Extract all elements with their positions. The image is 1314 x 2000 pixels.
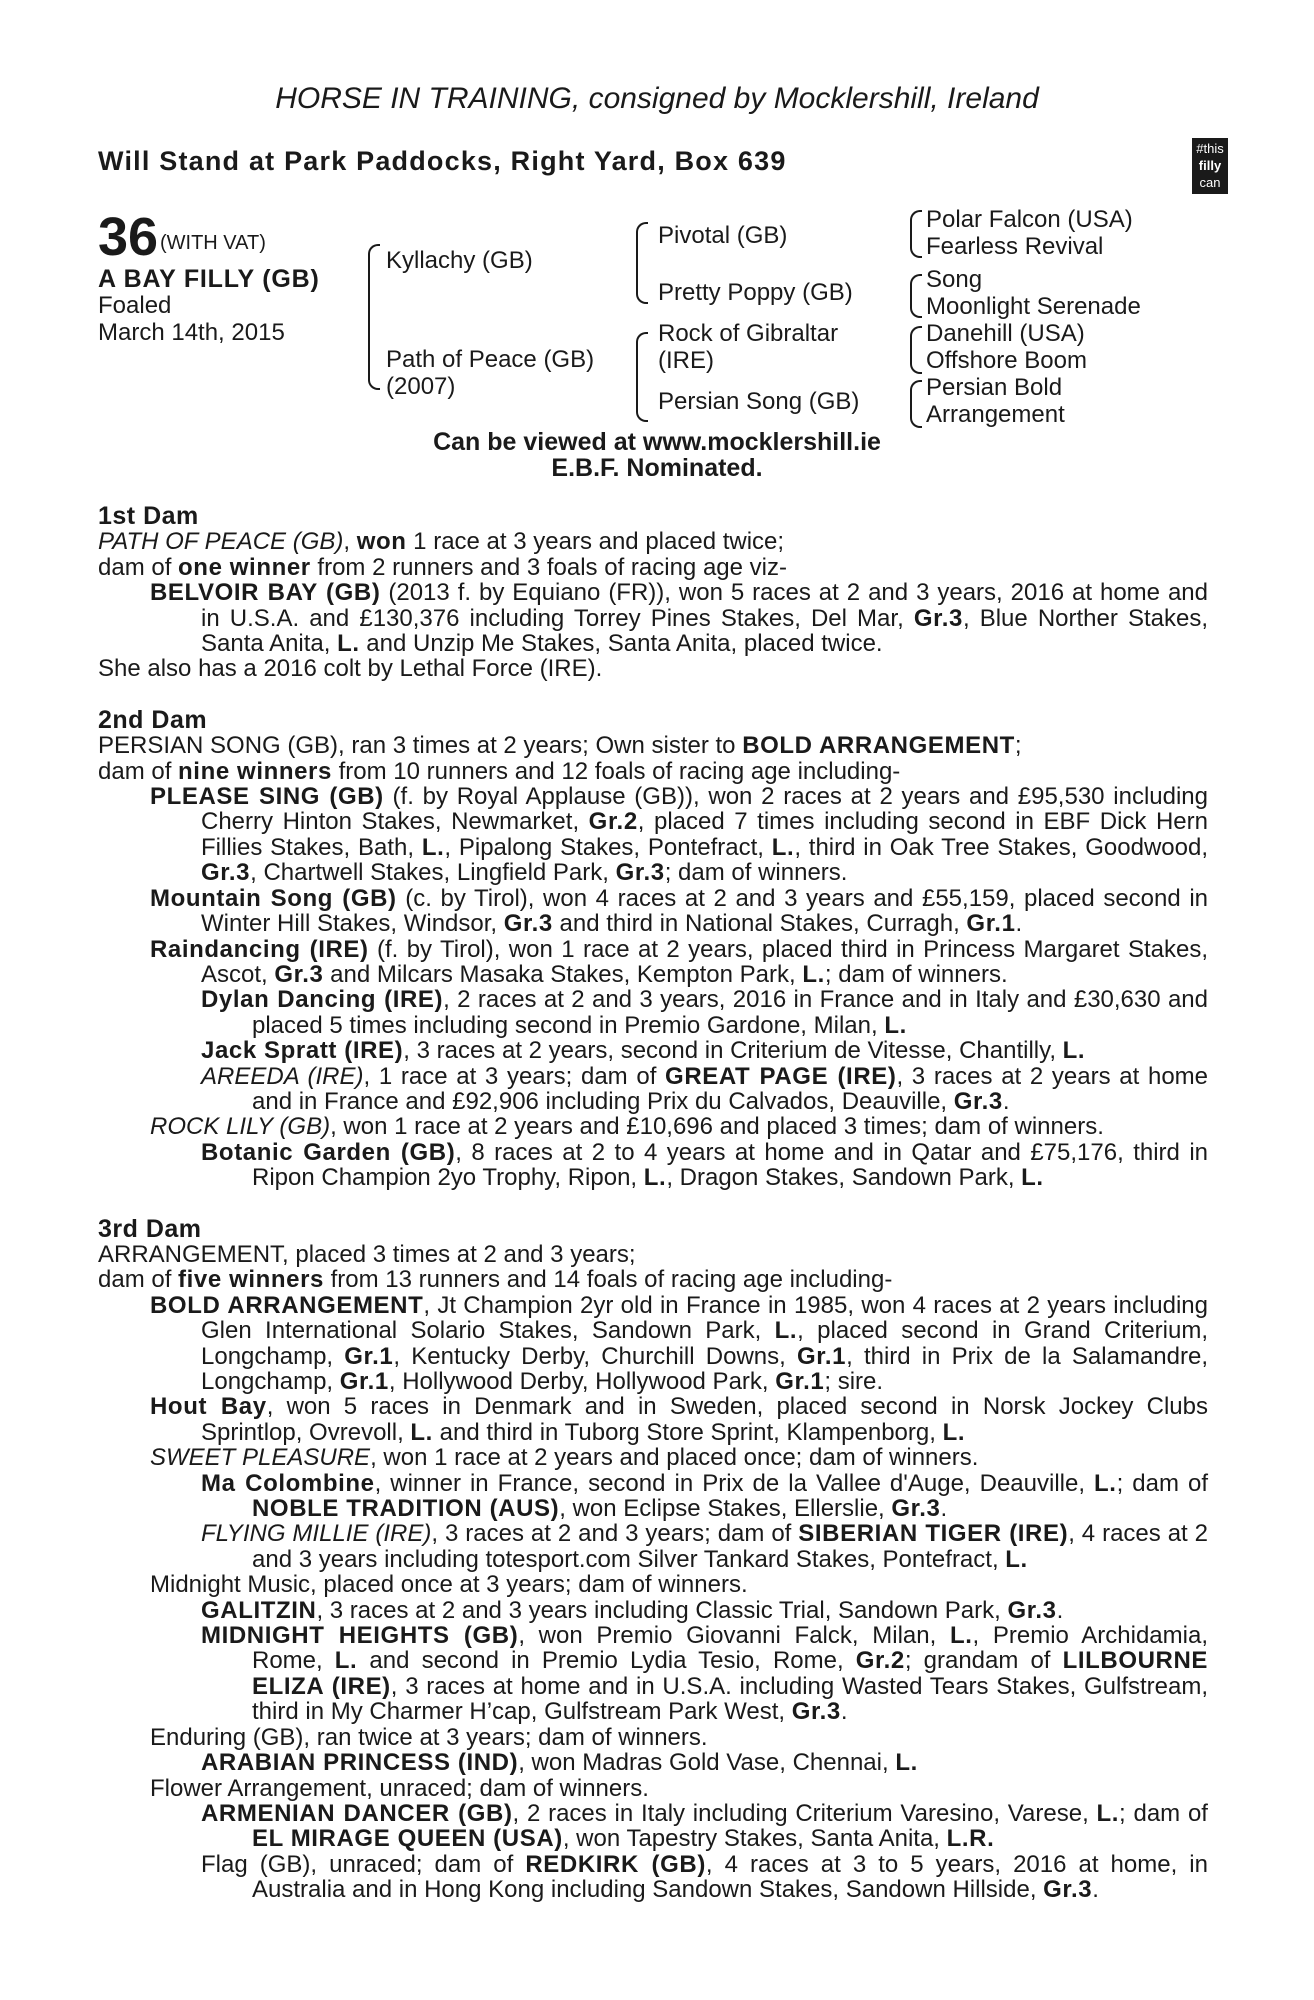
first-dam-produce-summary: dam of one winner from 2 runners and 3 foals of racing age viz- (98, 553, 787, 581)
pedigree-dsd: Offshore Boom (926, 347, 1087, 374)
second-dam-produce-summary: dam of nine winners from 10 runners and 12 foals of racing age including- (98, 757, 901, 785)
second-dam-line: PERSIAN SONG (GB), ran 3 times at 2 years; Own sister to BOLD ARRANGEMENT; (98, 732, 1022, 760)
lot-description: A BAY FILLY (GB) (98, 265, 320, 293)
pedigree-sire-sire: Pivotal (GB) (658, 222, 788, 249)
pedigree-sire: Kyllachy (GB) (386, 247, 533, 274)
foal-flag: Flag (GB), unraced; dam of REDKIRK (GB), 4 races at 3 to 5 years, 2016 at home, in Australia and in Hong Kong including Sandown Stakes, Sandown Hillside, Gr.3. (201, 1850, 1208, 1904)
pedigree-sire-dam: Pretty Poppy (GB) (658, 279, 853, 306)
badge-line-2: filly (1198, 158, 1222, 173)
foal-rock-lily: ROCK LILY (GB), won 1 race at 2 years and £10,696 and placed 3 times; dam of winners. (150, 1113, 1104, 1141)
foaled-label: Foaled (98, 292, 172, 319)
pedigree-dam-line1: Path of Peace (GB) (386, 346, 595, 373)
brace-gen2-bottom (636, 332, 648, 422)
badge-line-1: #this (1196, 141, 1224, 156)
brace-gen3-4 (910, 380, 922, 428)
pedigree-sds: Song (926, 266, 983, 293)
first-dam-note: She also has a 2016 colt by Lethal Force (IRE). (98, 655, 603, 683)
pedigree-dam-sire-line2: (IRE) (658, 347, 714, 374)
brace-gen3-1 (910, 210, 922, 258)
foal-mountain-song: Mountain Song (GB) (c. by Tirol), won 4 races at 2 and 3 years and £55,159, placed second in Winter Hill Stakes, Windsor, Gr.3 and third in National Stakes, Curragh, Gr.1. (150, 884, 1208, 938)
pedigree-dss: Danehill (USA) (926, 320, 1085, 347)
foal-dylan-dancing: Dylan Dancing (IRE), 2 races at 2 and 3 years, 2016 in France and in Italy and £30,630 and placed 5 times including second in Premio Gardone, Milan, L. (201, 986, 1208, 1039)
third-dam-line: ARRANGEMENT, placed 3 times at 2 and 3 years; (98, 1240, 636, 1268)
pedigree-sdd: Moonlight Serenade (926, 293, 1141, 320)
first-dam-foal-belvoir-bay: BELVOIR BAY (GB) (2013 f. by Equiano (FR)), won 5 races at 2 and 3 years, 2016 at home and in U.S.A. and £130,376 including Torrey Pines Stakes, Del Mar, Gr.3, Blue Norther Stakes, Santa Anita, L. and Unzip Me Stakes, Santa Anita, placed twice. (150, 579, 1208, 658)
ebf-note: E.B.F. Nominated. (551, 454, 763, 482)
brace-gen3-3 (910, 326, 922, 374)
lot-vat: (WITH VAT) (160, 232, 266, 254)
foal-hout-bay: Hout Bay, won 5 races in Denmark and in Sweden, placed second in Norsk Jockey Clubs Sprintlop, Ovrevoll, L. and third in Tuborg Store Sprint, Klampenborg, L. (150, 1393, 1209, 1446)
foal-midnight-music: Midnight Music, placed once at 3 years; dam of winners. (150, 1571, 748, 1599)
produce-record (98, 504, 1208, 1903)
pedigree-sss: Polar Falcon (USA) (926, 206, 1133, 233)
foal-midnight-heights: MIDNIGHT HEIGHTS (GB), won Premio Giovanni Falck, Milan, L., Premio Archidamia, Rome, L. and second in Premio Lydia Tesio, Rome, Gr.2; grandam of LILBOURNE ELIZA (IRE), 3 races at home and in U.S.A. including Wasted Tears Stakes, Gulfstream, third in My Charmer H’cap, Gulfstream Park West, Gr.3. (201, 1622, 1209, 1726)
brace-gen3-2 (910, 274, 922, 318)
hashtag-badge (1192, 138, 1228, 194)
pedigree-dam-dam: Persian Song (GB) (658, 388, 860, 415)
pedigree-dds: Persian Bold (926, 374, 1063, 401)
foal-armenian-dancer: ARMENIAN DANCER (GB), 2 races in Italy including Criterium Varesino, Varese, L.; dam of EL MIRAGE QUEEN (USA), won Tapestry Stakes, Santa Anita, L.R. (201, 1799, 1208, 1853)
stand-location: Will Stand at Park Paddocks, Right Yard, Box 639 (98, 146, 787, 176)
badge-line-3: can (1199, 175, 1221, 190)
foal-flying-millie: FLYING MILLIE (IRE), 3 races at 2 and 3 years; dam of SIBERIAN TIGER (IRE), 4 races at 2 and 3 years including totesport.com Silver Tankard Stakes, Pontefract, L. (201, 1520, 1209, 1573)
foal-jack-spratt: Jack Spratt (IRE), 3 races at 2 years, second in Criterium de Vitesse, Chantilly, L. (201, 1037, 1086, 1065)
lot-number: 36 (98, 207, 159, 267)
pedigree-dam-sire-line1: Rock of Gibraltar (658, 320, 839, 347)
first-dam-line: PATH OF PEACE (GB), won 1 race at 3 years and placed twice; (98, 528, 785, 556)
brace-gen1 (368, 244, 380, 390)
foal-sweet-pleasure: SWEET PLEASURE, won 1 race at 2 years and placed once; dam of winners. (150, 1444, 979, 1472)
foal-flower-arrangement: Flower Arrangement, unraced; dam of winners. (150, 1774, 649, 1802)
brace-gen2-top (636, 222, 648, 304)
foal-raindancing: Raindancing (IRE) (f. by Tirol), won 1 race at 2 years, placed third in Princess Margaret Stakes, Ascot, Gr.3 and Milcars Masaka Stakes, Kempton Park, L.; dam of winners. (150, 935, 1208, 988)
second-dam-heading: 2nd Dam (98, 705, 208, 734)
pedigree-ddd: Arrangement (926, 401, 1065, 428)
foal-galitzin: GALITZIN, 3 races at 2 and 3 years including Classic Trial, Sandown Park, Gr.3. (201, 1596, 1064, 1624)
foal-please-sing: PLEASE SING (GB) (f. by Royal Applause (GB)), won 2 races at 2 years and £95,530 including Cherry Hinton Stakes, Newmarket, Gr.2, placed 7 times including second in EBF Dick Hern Fillies Stakes, Bath, L., Pipalong Stakes, Pontefract, L., third in Oak Tree Stakes, Goodwood, Gr.3, Chartwell Stakes, Lingfield Park, Gr.3; dam of winners. (150, 783, 1209, 887)
first-dam-heading: 1st Dam (98, 502, 199, 530)
foal-areeda: AREEDA (IRE), 1 race at 3 years; dam of GREAT PAGE (IRE), 3 races at 2 years at home and in France and £92,906 including Prix du Calvados, Deauville, Gr.3. (201, 1062, 1209, 1115)
foal-arabian-princess: ARABIAN PRINCESS (IND), won Madras Gold Vase, Chennai, L. (201, 1749, 918, 1777)
foal-botanic-garden: Botanic Garden (GB), 8 races at 2 to 4 years at home and in Qatar and £75,176, third in Ripon Champion 2yo Trophy, Ripon, L., Dragon Stakes, Sandown Park, L. (201, 1138, 1208, 1192)
pedigree-dam-line2: (2007) (386, 373, 456, 400)
third-dam-produce-summary: dam of five winners from 13 runners and 14 foals of racing age including- (98, 1266, 893, 1294)
foal-ma-colombine: Ma Colombine, winner in France, second in Prix de la Vallee d'Auge, Deauville, L.; dam of NOBLE TRADITION (AUS), won Eclipse Stakes, Ellerslie, Gr.3. (201, 1469, 1208, 1523)
viewing-note: Can be viewed at www.mocklershill.ie (433, 428, 881, 456)
page-header: HORSE IN TRAINING, consigned by Mocklershill, Ireland (275, 82, 1039, 115)
foaled-date: March 14th, 2015 (98, 319, 285, 346)
foal-bold-arrangement: BOLD ARRANGEMENT, Jt Champion 2yr old in France in 1985, won 4 races at 2 years including Glen International Solario Stakes, Sandown Park, L., placed second in Grand Criterium, Longchamp, Gr.1, Kentucky Derby, Churchill Downs, Gr.1, third in Prix de la Salamandre, Longchamp, Gr.1, Hollywood Derby, Hollywood Park, Gr.1; sire. (150, 1291, 1209, 1395)
foal-enduring: Enduring (GB), ran twice at 3 years; dam of winners. (150, 1723, 708, 1751)
pedigree-ssd: Fearless Revival (926, 233, 1104, 260)
third-dam-heading: 3rd Dam (98, 1214, 202, 1243)
